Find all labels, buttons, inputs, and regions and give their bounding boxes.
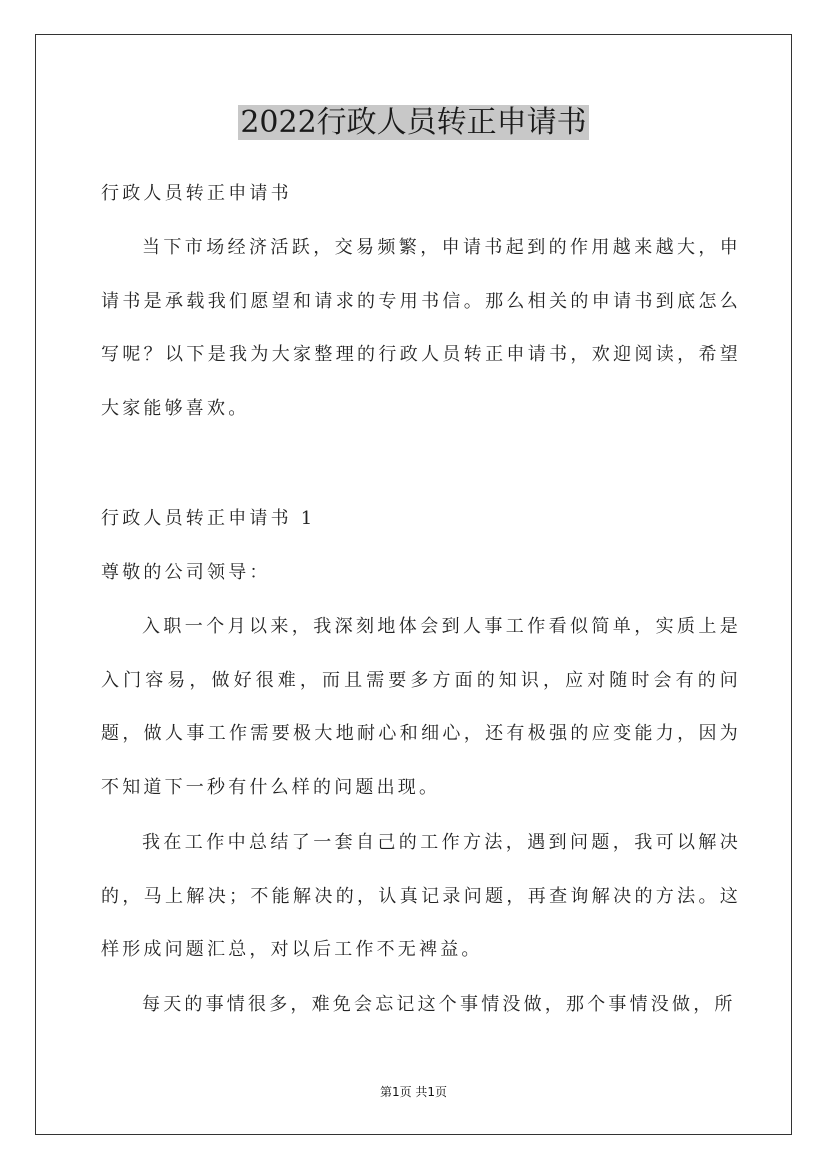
document-title-text: 2022行政人员转正申请书 <box>240 105 587 140</box>
document-title <box>0 103 827 143</box>
body-paragraph-2: 我在工作中总结了一套自己的工作方法，遇到问题，我可以解决的，马上解决；不能解决的，认真记录问题，再查询解决的方法。这样形成问题汇总，对以后工作不无裨益。 <box>101 832 741 960</box>
document-subtitle: 行政人员转正申请书 <box>101 183 292 204</box>
section-heading: 行政人员转正申请书 1 <box>101 508 316 529</box>
salutation: 尊敬的公司领导： <box>101 562 271 583</box>
page-footer: 第1页 共1页 <box>379 1085 448 1099</box>
body-paragraph-1: 入职一个月以来，我深刻地体会到人事工作看似简单，实质上是入门容易，做好很难，而且需要多方面的知识，应对随时会有的问题，做人事工作需要极大地耐心和细心，还有极强的应变能力，因为不知道下一秒有什么样的问题出现。 <box>101 616 741 798</box>
body-paragraph-3: 每天的事情很多，难免会忘记这个事情没做，那个事情没做，所 <box>142 994 736 1015</box>
intro-paragraph: 当下市场经济活跃，交易频繁，申请书起到的作用越来越大，申请书是承载我们愿望和请求的专用书信。那么相关的申请书到底怎么写呢？以下是我为大家整理的行政人员转正申请书，欢迎阅读，希望大家能够喜欢。 <box>101 237 741 419</box>
